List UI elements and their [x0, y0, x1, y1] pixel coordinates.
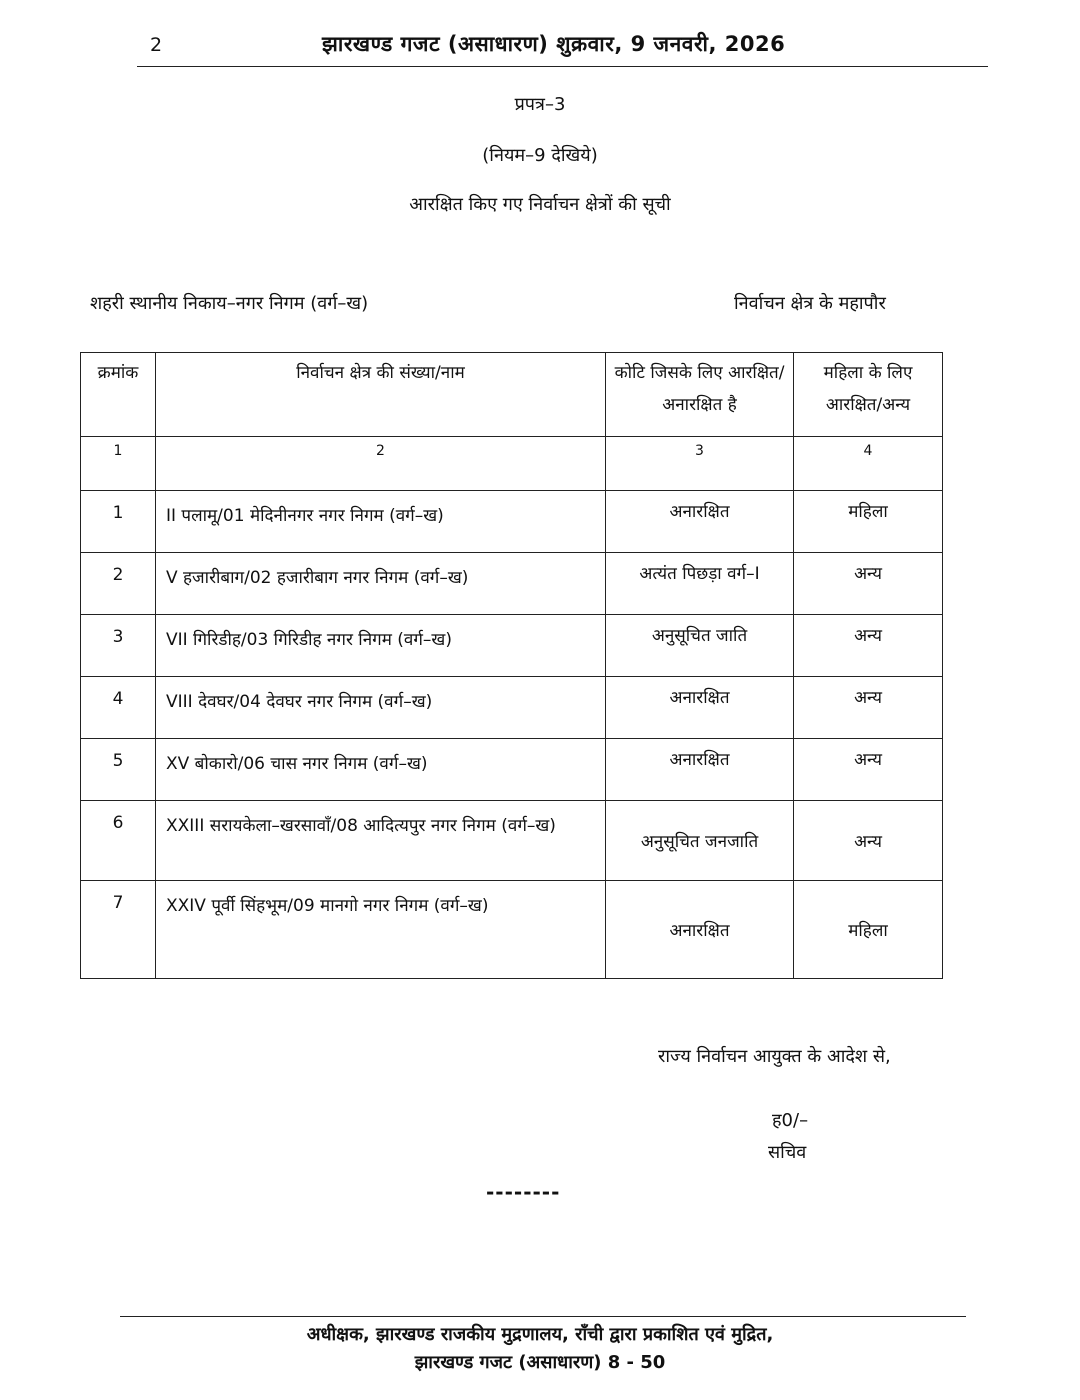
women-reservation: अन्य — [794, 801, 943, 881]
table-row — [81, 491, 943, 553]
serial-number: 6 — [81, 801, 156, 881]
local-body-type: शहरी स्थानीय निकाय–नगर निगम (वर्ग–ख) — [90, 293, 369, 314]
column-header-women: महिला के लिए आरक्षित/अन्य — [794, 353, 943, 437]
serial-number: 4 — [81, 677, 156, 739]
column-header-serial: क्रमांक — [81, 353, 156, 437]
footer-rule — [120, 1316, 966, 1317]
footer-gazette-ref: झारखण्ड गजट (असाधारण) 8 - 50 — [414, 1352, 666, 1373]
reservation-category: अनुसूचित जाति — [606, 615, 794, 677]
list-heading: आरक्षित किए गए निर्वाचन क्षेत्रों की सूची — [409, 194, 671, 215]
women-reservation: अन्य — [794, 677, 943, 739]
table-row — [81, 739, 943, 801]
gazette-header-title: झारखण्ड गजट (असाधारण) शुक्रवार, 9 जनवरी, 2026 — [322, 32, 786, 56]
column-number: 1 — [81, 437, 156, 491]
constituency-name: XXIV पूर्वी सिंहभूम/09 मानगो नगर निगम (वर्ग–ख) — [156, 881, 606, 979]
constituency-name: VII गिरिडीह/03 गिरिडीह नगर निगम (वर्ग–ख) — [156, 615, 606, 677]
table-row — [81, 677, 943, 739]
constituency-name: XXIII सरायकेला–खरसावाँ/08 आदित्यपुर नगर निगम (वर्ग–ख) — [156, 801, 606, 881]
table-row — [81, 615, 943, 677]
designation: सचिव — [768, 1142, 807, 1163]
serial-number: 5 — [81, 739, 156, 801]
women-reservation: महिला — [794, 491, 943, 553]
reservation-category: अनारक्षित — [606, 491, 794, 553]
reservation-category: अत्यंत पिछड़ा वर्ग–I — [606, 553, 794, 615]
table-header-row — [81, 353, 943, 437]
column-number: 3 — [606, 437, 794, 491]
rule-reference: (नियम–9 देखिये) — [482, 145, 598, 166]
women-reservation: अन्य — [794, 739, 943, 801]
serial-number: 3 — [81, 615, 156, 677]
post-name: निर्वाचन क्षेत्र के महापौर — [734, 293, 886, 314]
women-reservation: महिला — [794, 881, 943, 979]
constituency-name: VIII देवघर/04 देवघर नगर निगम (वर्ग–ख) — [156, 677, 606, 739]
women-reservation: अन्य — [794, 615, 943, 677]
constituency-name: XV बोकारो/06 चास नगर निगम (वर्ग–ख) — [156, 739, 606, 801]
reservation-category: अनुसूचित जनजाति — [606, 801, 794, 881]
reservation-category: अनारक्षित — [606, 881, 794, 979]
constituency-name: II पलामू/01 मेदिनीनगर नगर निगम (वर्ग–ख) — [156, 491, 606, 553]
constituency-name: V हजारीबाग/02 हजारीबाग नगर निगम (वर्ग–ख) — [156, 553, 606, 615]
reservation-table — [80, 352, 943, 979]
serial-number: 1 — [81, 491, 156, 553]
signed-mark: ह0/– — [772, 1110, 809, 1131]
reservation-category: अनारक्षित — [606, 677, 794, 739]
form-name: प्रपत्र–3 — [514, 94, 566, 115]
serial-number: 2 — [81, 553, 156, 615]
serial-number: 7 — [81, 881, 156, 979]
column-number-row — [81, 437, 943, 491]
column-number: 4 — [794, 437, 943, 491]
table-row — [81, 881, 943, 979]
column-header-constituency: निर्वाचन क्षेत्र की संख्या/नाम — [156, 353, 606, 437]
footer-publisher-line: अधीक्षक, झारखण्ड राजकीय मुद्रणालय, राँची द्वारा प्रकाशित एवं मुद्रित, — [306, 1324, 774, 1345]
header-rule — [137, 66, 988, 67]
table-row — [81, 553, 943, 615]
order-line: राज्य निर्वाचन आयुक्त के आदेश से, — [658, 1046, 891, 1067]
column-number: 2 — [156, 437, 606, 491]
separator-dashes: -------- — [486, 1180, 561, 1204]
page-number: 2 — [150, 34, 163, 56]
reservation-category: अनारक्षित — [606, 739, 794, 801]
women-reservation: अन्य — [794, 553, 943, 615]
table-row — [81, 801, 943, 881]
column-header-category: कोटि जिसके लिए आरक्षित/अनारक्षित है — [606, 353, 794, 437]
